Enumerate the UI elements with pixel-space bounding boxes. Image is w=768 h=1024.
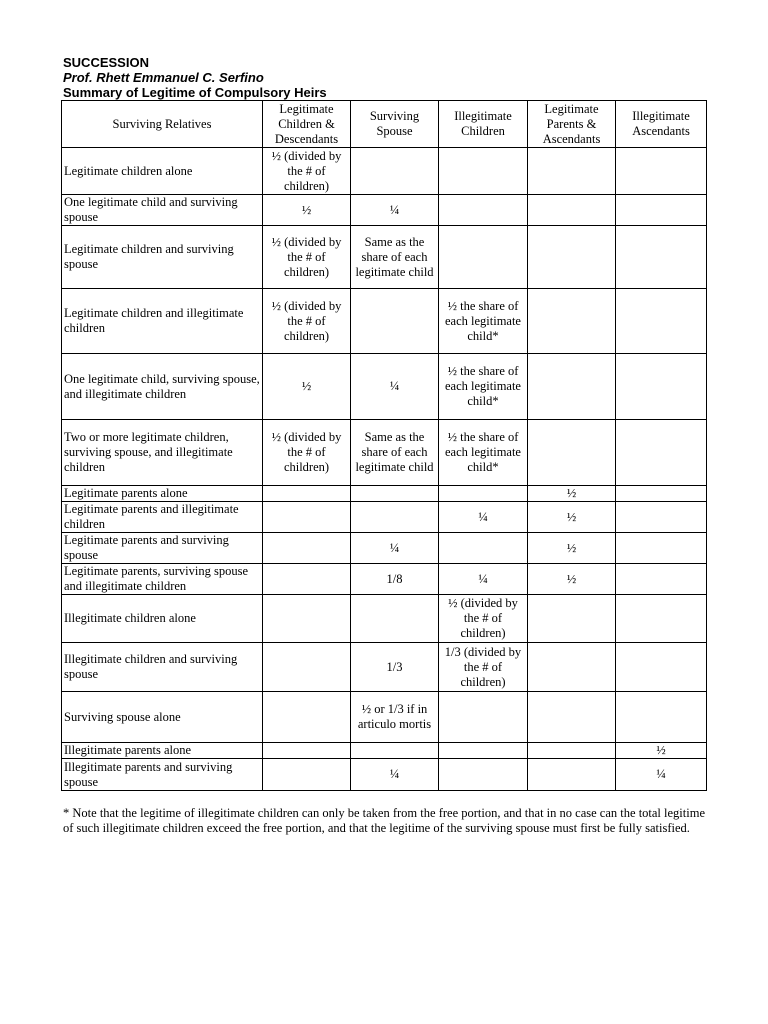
- table-row: [62, 354, 707, 420]
- cell-illegitimate-children: [439, 743, 528, 759]
- cell-illegitimate-ascendants: [616, 486, 707, 502]
- cell-illegitimate-children: ¼: [439, 502, 528, 533]
- cell-surviving-relatives: Legitimate parents, surviving spouse and illegitimate children: [62, 564, 263, 595]
- table-row: [62, 595, 707, 643]
- cell-surviving-spouse: Same as the share of each legitimate child: [351, 420, 439, 486]
- professor-name: Prof. Rhett Emmanuel C. Serfino: [63, 70, 264, 85]
- cell-illegitimate-children: ½ the share of each legitimate child*: [439, 354, 528, 420]
- cell-legitimate-children: [263, 643, 351, 692]
- cell-legitimate-parents: [528, 743, 616, 759]
- table-row: [62, 502, 707, 533]
- cell-legitimate-parents: ½: [528, 502, 616, 533]
- cell-legitimate-parents: [528, 692, 616, 743]
- cell-illegitimate-ascendants: [616, 195, 707, 226]
- table-row: [62, 564, 707, 595]
- document-header: [63, 55, 327, 100]
- cell-surviving-relatives: Illegitimate children alone: [62, 595, 263, 643]
- table-row: [62, 643, 707, 692]
- cell-illegitimate-children: [439, 148, 528, 195]
- cell-illegitimate-ascendants: [616, 564, 707, 595]
- cell-legitimate-children: [263, 595, 351, 643]
- cell-surviving-spouse: [351, 148, 439, 195]
- cell-legitimate-children: ½ (divided by the # of children): [263, 226, 351, 289]
- col-header-illegitimate-ascendants: Illegitimate Ascendants: [616, 101, 707, 148]
- cell-legitimate-children: [263, 564, 351, 595]
- cell-surviving-relatives: Illegitimate children and surviving spouse: [62, 643, 263, 692]
- cell-illegitimate-children: ½ (divided by the # of children): [439, 595, 528, 643]
- cell-illegitimate-ascendants: [616, 354, 707, 420]
- cell-legitimate-parents: [528, 595, 616, 643]
- cell-illegitimate-ascendants: [616, 420, 707, 486]
- cell-illegitimate-children: [439, 759, 528, 791]
- cell-surviving-spouse: 1/3: [351, 643, 439, 692]
- cell-illegitimate-ascendants: [616, 643, 707, 692]
- cell-illegitimate-children: [439, 692, 528, 743]
- cell-illegitimate-children: [439, 486, 528, 502]
- cell-surviving-relatives: Illegitimate parents alone: [62, 743, 263, 759]
- cell-illegitimate-ascendants: [616, 595, 707, 643]
- table-row: [62, 486, 707, 502]
- cell-legitimate-parents: [528, 643, 616, 692]
- table-row: [62, 759, 707, 791]
- cell-legitimate-parents: [528, 148, 616, 195]
- cell-surviving-relatives: Legitimate parents alone: [62, 486, 263, 502]
- cell-legitimate-children: ½ (divided by the # of children): [263, 289, 351, 354]
- cell-illegitimate-ascendants: [616, 289, 707, 354]
- cell-legitimate-children: [263, 486, 351, 502]
- cell-legitimate-children: ½ (divided by the # of children): [263, 420, 351, 486]
- cell-legitimate-children: [263, 743, 351, 759]
- col-header-surviving-relatives: Surviving Relatives: [62, 101, 263, 148]
- cell-illegitimate-ascendants: [616, 533, 707, 564]
- table-header-row: [62, 101, 707, 148]
- table-row: [62, 692, 707, 743]
- col-header-surviving-spouse: Surviving Spouse: [351, 101, 439, 148]
- cell-surviving-relatives: Two or more legitimate children, surviving spouse, and illegitimate children: [62, 420, 263, 486]
- cell-legitimate-parents: [528, 195, 616, 226]
- cell-illegitimate-ascendants: ¼: [616, 759, 707, 791]
- course-title: SUCCESSION: [63, 55, 149, 70]
- cell-surviving-spouse: [351, 743, 439, 759]
- cell-surviving-relatives: Illegitimate parents and surviving spouse: [62, 759, 263, 791]
- cell-illegitimate-ascendants: [616, 226, 707, 289]
- cell-illegitimate-ascendants: [616, 692, 707, 743]
- legitime-table: [61, 100, 707, 791]
- table-row: [62, 195, 707, 226]
- cell-legitimate-children: ½: [263, 195, 351, 226]
- table-row: [62, 226, 707, 289]
- cell-legitimate-children: ½: [263, 354, 351, 420]
- cell-surviving-spouse: ½ or 1/3 if in articulo mortis: [351, 692, 439, 743]
- cell-surviving-spouse: 1/8: [351, 564, 439, 595]
- col-header-legitimate-parents: Legitimate Parents & Ascendants: [528, 101, 616, 148]
- cell-legitimate-parents: [528, 226, 616, 289]
- cell-legitimate-parents: [528, 420, 616, 486]
- cell-surviving-relatives: One legitimate child and surviving spouse: [62, 195, 263, 226]
- cell-surviving-spouse: ¼: [351, 759, 439, 791]
- cell-surviving-spouse: [351, 502, 439, 533]
- cell-legitimate-parents: [528, 354, 616, 420]
- cell-surviving-spouse: ¼: [351, 195, 439, 226]
- table-row: [62, 148, 707, 195]
- cell-surviving-spouse: ¼: [351, 354, 439, 420]
- cell-illegitimate-children: [439, 533, 528, 564]
- cell-illegitimate-ascendants: [616, 502, 707, 533]
- cell-surviving-relatives: One legitimate child, surviving spouse, and illegitimate children: [62, 354, 263, 420]
- cell-legitimate-children: [263, 533, 351, 564]
- cell-surviving-spouse: [351, 289, 439, 354]
- cell-legitimate-children: [263, 692, 351, 743]
- cell-surviving-relatives: Legitimate children and surviving spouse: [62, 226, 263, 289]
- cell-legitimate-children: [263, 502, 351, 533]
- cell-surviving-relatives: Legitimate parents and surviving spouse: [62, 533, 263, 564]
- cell-surviving-relatives: Legitimate children and illegitimate children: [62, 289, 263, 354]
- cell-legitimate-parents: ½: [528, 533, 616, 564]
- footnote: * Note that the legitime of illegitimate children can only be taken from the free portion, and that in no case can the total legitime of such illegitimate children exceed the free portion, and that the legitime of the surviving spouse must first be fully satisfied.: [63, 806, 705, 835]
- cell-illegitimate-children: 1/3 (divided by the # of children): [439, 643, 528, 692]
- table-row: [62, 289, 707, 354]
- cell-illegitimate-ascendants: ½: [616, 743, 707, 759]
- cell-illegitimate-children: ¼: [439, 564, 528, 595]
- col-header-legitimate-children: Legitimate Children & Descendants: [263, 101, 351, 148]
- table-row: [62, 743, 707, 759]
- table-caption: Summary of Legitime of Compulsory Heirs: [63, 85, 327, 100]
- cell-legitimate-parents: ½: [528, 486, 616, 502]
- cell-illegitimate-children: [439, 226, 528, 289]
- cell-legitimate-parents: [528, 289, 616, 354]
- col-header-illegitimate-children: Illegitimate Children: [439, 101, 528, 148]
- cell-surviving-relatives: Surviving spouse alone: [62, 692, 263, 743]
- cell-legitimate-children: [263, 759, 351, 791]
- cell-illegitimate-children: ½ the share of each legitimate child*: [439, 420, 528, 486]
- cell-illegitimate-children: ½ the share of each legitimate child*: [439, 289, 528, 354]
- cell-surviving-relatives: Legitimate children alone: [62, 148, 263, 195]
- cell-surviving-relatives: Legitimate parents and illegitimate children: [62, 502, 263, 533]
- cell-illegitimate-ascendants: [616, 148, 707, 195]
- table-body: [62, 148, 707, 791]
- table-row: [62, 533, 707, 564]
- cell-illegitimate-children: [439, 195, 528, 226]
- cell-surviving-spouse: [351, 595, 439, 643]
- cell-legitimate-parents: [528, 759, 616, 791]
- cell-legitimate-parents: ½: [528, 564, 616, 595]
- table-row: [62, 420, 707, 486]
- cell-surviving-spouse: Same as the share of each legitimate child: [351, 226, 439, 289]
- cell-legitimate-children: ½ (divided by the # of children): [263, 148, 351, 195]
- cell-surviving-spouse: ¼: [351, 533, 439, 564]
- cell-surviving-spouse: [351, 486, 439, 502]
